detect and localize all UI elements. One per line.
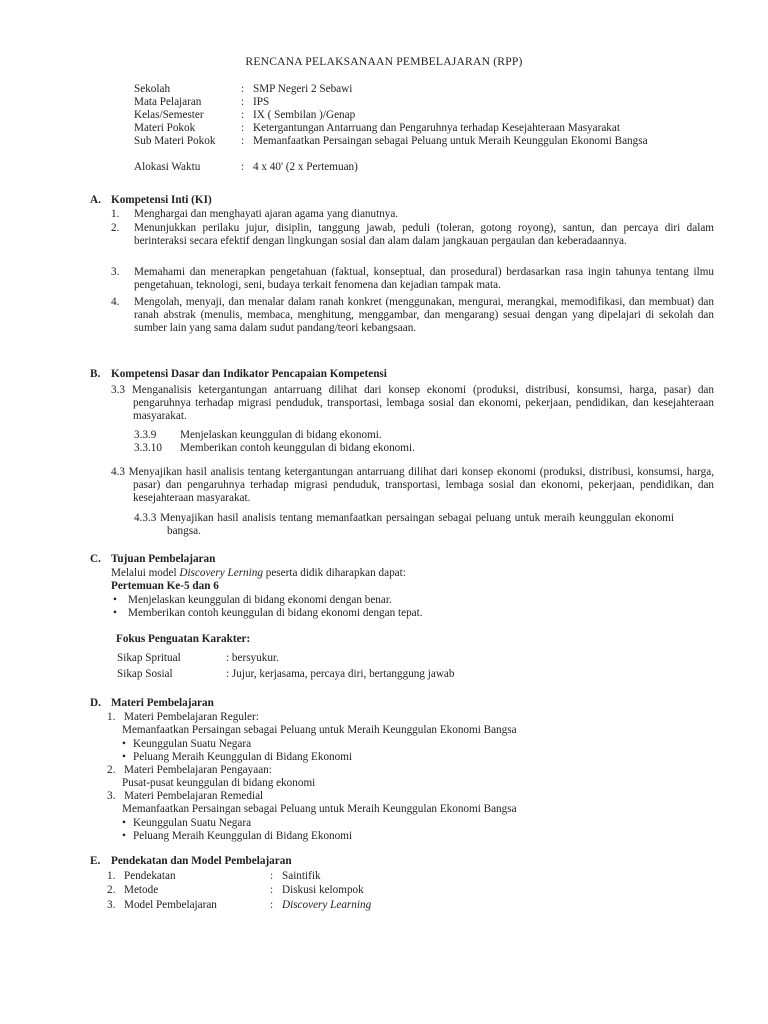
document-title: RENCANA PELAKSANAAN PEMBELAJARAN (RPP) <box>245 55 523 68</box>
bullet-icon: • <box>122 817 126 829</box>
material-heading: Materi Pembelajaran Reguler: <box>124 711 259 723</box>
attitude-value: : bersyukur. <box>226 652 279 664</box>
indicator-text: Menjelaskan keunggulan di bidang ekonomi. <box>180 429 382 441</box>
objective-intro-model: Discovery Lerning <box>179 567 263 579</box>
approach-colon: : <box>270 870 274 882</box>
list-number: 2. <box>111 222 120 234</box>
identity-label: Sub Materi Pokok <box>134 135 216 147</box>
bullet-icon: • <box>122 751 126 763</box>
meeting-label: Pertemuan Ke-5 dan 6 <box>111 580 219 592</box>
section-letter: C. <box>90 553 101 565</box>
indicator-4-3-3: 4.3.3 Menyajikan hasil analisis tentang memanfaatkan persaingan sebagai peluang untuk meraih keunggulan ekonomi bangsa. <box>134 512 674 538</box>
objective-intro <box>111 567 406 580</box>
objective-intro-pre: Melalui model <box>111 567 180 579</box>
section-title: Pendekatan dan Model Pembelajaran <box>111 855 292 867</box>
identity-colon: : <box>241 135 245 147</box>
identity-value: Memanfaatkan Persaingan sebagai Peluang untuk Meraih Keunggulan Ekonomi Bangsa <box>253 135 648 147</box>
list-number: 3. <box>107 790 116 802</box>
material-subtitle: Memanfaatkan Persaingan sebagai Peluang untuk Meraih Keunggulan Ekonomi Bangsa <box>122 803 517 815</box>
identity-colon: : <box>241 96 245 108</box>
list-number: 4. <box>111 296 120 308</box>
identity-value: IPS <box>253 96 270 108</box>
material-heading: Materi Pembelajaran Pengayaan: <box>124 764 272 776</box>
approach-value: Discovery Learning <box>282 899 372 911</box>
material-subtitle: Pusat-pusat keunggulan di bidang ekonomi <box>122 777 316 789</box>
indicator-text: Memberikan contoh keunggulan di bidang ekonomi. <box>180 442 415 454</box>
material-subtitle: Memanfaatkan Persaingan sebagai Peluang untuk Meraih Keunggulan Ekonomi Bangsa <box>122 724 517 736</box>
bullet-icon: • <box>122 738 126 750</box>
objective-intro-post: peserta didik diharapkan dapat: <box>262 567 406 579</box>
list-number: 2. <box>107 764 116 776</box>
competency-3-3: 3.3 Menganalisis ketergantungan antarruang dilihat dari konsep ekonomi (produksi, distribusi, konsumsi, harga, pasar) dan pengaruhnya terhadap migrasi penduduk, transportasi, lembaga sosial dan ekonomi, pekerjaan, pendidikan, dan kesejahteraan masyarakat. <box>111 384 714 423</box>
character-focus-title: Fokus Penguatan Karakter: <box>116 633 251 645</box>
identity-value: 4 x 40' (2 x Pertemuan) <box>253 161 358 173</box>
approach-colon: : <box>270 884 274 896</box>
bullet-icon: • <box>113 594 117 606</box>
list-item: Mengolah, menyaji, dan menalar dalam ranah konkret (menggunakan, mengurai, merangkai, memodifikasi, dan membuat) dan ranah abstrak (menulis, membaca, menghitung, menggambar, dan mengarang) sesuai dengan yang dipelajari di sekolah dan sumber lain yang sama dalam sudut pandang/teori kebangsaan. <box>134 296 714 335</box>
approach-colon: : <box>270 899 274 911</box>
approach-label: Metode <box>124 884 159 896</box>
list-item: Memahami dan menerapkan pengetahuan (faktual, konseptual, dan prosedural) berdasarkan rasa ingin tahunya tentang ilmu pengetahuan, teknologi, seni, budaya terkait fenomena dan kejadian tampak mata. <box>134 266 714 292</box>
approach-value: Saintifik <box>282 870 321 882</box>
identity-value: IX ( Sembilan )/Genap <box>253 109 356 121</box>
material-item: Peluang Meraih Keunggulan di Bidang Ekonomi <box>133 830 353 842</box>
objective-item: Memberikan contoh keunggulan di bidang ekonomi dengan tepat. <box>128 607 423 619</box>
list-number: 1. <box>111 208 120 220</box>
list-number: 3. <box>107 899 116 911</box>
section-title: Tujuan Pembelajaran <box>111 553 216 565</box>
section-letter: D. <box>90 697 101 709</box>
identity-label: Materi Pokok <box>134 122 196 134</box>
attitude-label: Sikap Sosial <box>117 668 173 680</box>
attitude-value: : Jujur, kerjasama, percaya diri, bertanggung jawab <box>226 668 455 680</box>
approach-label: Pendekatan <box>124 870 176 882</box>
attitude-label: Sikap Spritual <box>117 652 181 664</box>
identity-colon: : <box>241 161 245 173</box>
identity-colon: : <box>241 109 245 121</box>
identity-value: Ketergantungan Antarruang dan Pengaruhnya terhadap Kesejahteraan Masyarakat <box>253 122 620 134</box>
identity-colon: : <box>241 122 245 134</box>
objective-item: Menjelaskan keunggulan di bidang ekonomi dengan benar. <box>128 594 392 606</box>
identity-label: Sekolah <box>134 83 171 95</box>
approach-label: Model Pembelajaran <box>124 899 217 911</box>
list-number: 3. <box>111 266 120 278</box>
bullet-icon: • <box>113 607 117 619</box>
list-number: 1. <box>107 711 116 723</box>
material-heading: Materi Pembelajaran Remedial <box>124 790 264 802</box>
section-title: Kompetensi Dasar dan Indikator Pencapaian Kompetensi <box>111 368 387 380</box>
list-item: Menghargai dan menghayati ajaran agama yang dianutnya. <box>134 208 399 220</box>
section-title: Materi Pembelajaran <box>111 697 214 709</box>
material-item: Peluang Meraih Keunggulan di Bidang Ekonomi <box>133 751 353 763</box>
competency-4-3: 4.3 Menyajikan hasil analisis tentang ketergantungan antarruang dilihat dari konsep ekonomi (produksi, distribusi, konsumsi, harga, pasar) dan pengaruhnya terhadap migrasi penduduk, transportasi, lembaga sosial dan ekonomi, pekerjaan, pendidikan, dan kesejahteraan masyarakat. <box>111 466 714 505</box>
identity-label: Mata Pelajaran <box>134 96 202 108</box>
material-item: Keunggulan Suatu Negara <box>133 738 252 750</box>
identity-label: Kelas/Semester <box>134 109 204 121</box>
approach-value: Diskusi kelompok <box>282 884 364 896</box>
section-letter: B. <box>90 368 101 380</box>
material-item: Keunggulan Suatu Negara <box>133 817 252 829</box>
identity-colon: : <box>241 83 245 95</box>
bullet-icon: • <box>122 830 126 842</box>
identity-value: SMP Negeri 2 Sebawi <box>253 83 353 95</box>
indicator-number: 3.3.10 <box>134 442 162 454</box>
section-title: Kompetensi Inti (KI) <box>111 194 212 206</box>
list-number: 2. <box>107 884 116 896</box>
section-letter: E. <box>90 855 101 867</box>
indicator-number: 3.3.9 <box>134 429 157 441</box>
list-item: Menunjukkan perilaku jujur, disiplin, tanggung jawab, peduli (toleran, gotong royong), santun, dan percaya diri dalam berinteraksi secara efektif dengan lingkungan sosial dan alam dalam jangkauan pergaulan dan keberadaannya. <box>134 222 714 248</box>
section-letter: A. <box>90 194 101 206</box>
list-number: 1. <box>107 870 116 882</box>
identity-label: Alokasi Waktu <box>134 161 201 173</box>
